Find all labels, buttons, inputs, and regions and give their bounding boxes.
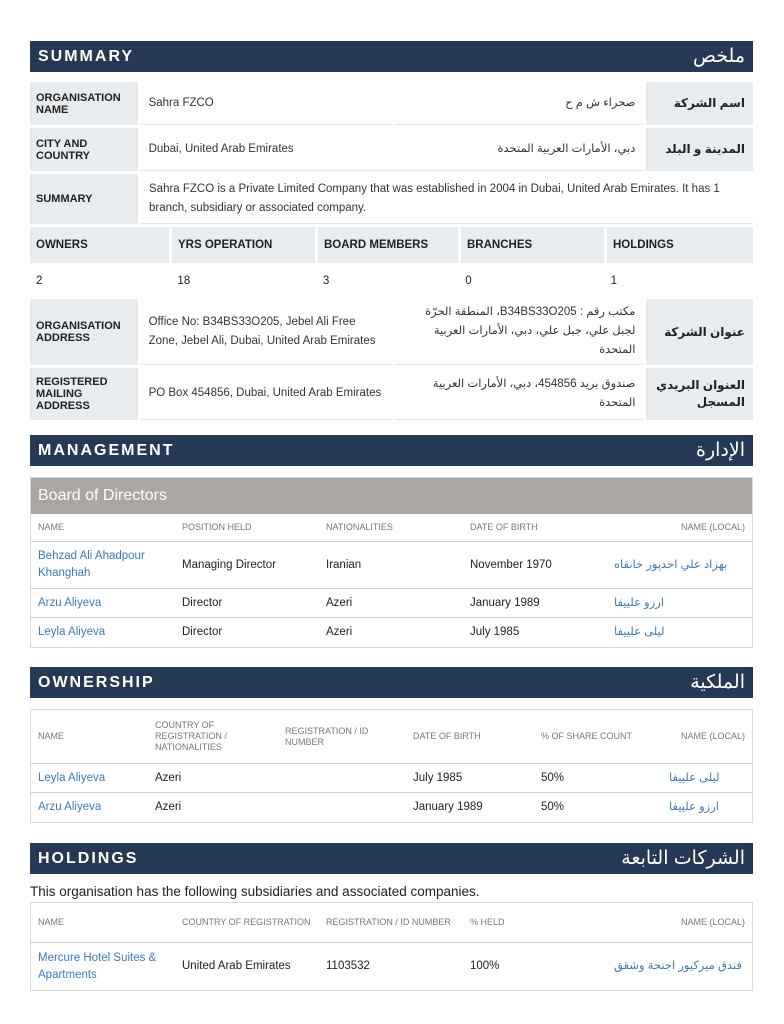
stats-value-row [30, 263, 753, 299]
col-registration: REGISTRATION / ID NUMBER [285, 726, 369, 747]
org-name-label: ORGANISATION NAME [30, 82, 138, 125]
col-name-local: NAME (LOCAL) [680, 917, 745, 927]
col-share: % OF SHARE COUNT [541, 731, 633, 741]
org-name-arabic-value: صحراء ش م ح [394, 82, 643, 125]
table-row [31, 618, 752, 647]
summary-text: Sahra FZCO is a Private Limited Company that was established in 2004 in Dubai, United Arab Emirates. It has 1 branch, subsidiary or associated company. [141, 174, 753, 224]
summary-title: SUMMARY [38, 47, 135, 65]
holdings-value: 1 [610, 275, 618, 287]
director-name-local[interactable]: ليلى علييفا [614, 626, 665, 638]
holdings-title: HOLDINGS [38, 849, 139, 867]
owner-share: 50% [541, 801, 565, 813]
holding-country: United Arab Emirates [182, 960, 291, 972]
holdings-header-row [31, 903, 752, 943]
city-arabic-value: دبي، الأمارات العربية المتحدة [394, 128, 643, 171]
address-arabic-value: مكتب رقم : B34BS33O205، المنطقة الحرّة لجبل علي، جبل علي، دبي، الأمارات العربية المتحدة [394, 299, 643, 365]
col-name-local: NAME (LOCAL) [680, 522, 745, 532]
col-nationalities: NATIONALITIES [326, 522, 393, 532]
owner-name-local[interactable]: ليلى علييفا [669, 771, 720, 784]
management-section-header [30, 435, 753, 466]
ownership-section-header [30, 667, 753, 698]
director-dob: November 1970 [470, 558, 552, 571]
summary-title-arabic: ملخص [692, 46, 745, 67]
owner-name[interactable]: Leyla Aliyeva [38, 771, 106, 784]
summary-label: SUMMARY [30, 174, 138, 224]
owner-share: 50% [541, 771, 565, 784]
owner-dob: January 1989 [413, 801, 483, 813]
table-row [31, 542, 752, 589]
director-position: Director [182, 626, 223, 638]
owner-country: Azeri [155, 801, 182, 813]
col-name: NAME [38, 522, 65, 532]
mailing-arabic-value: صندوق بريد 454856، دبي، الأمارات العربية المتحدة [394, 368, 643, 420]
owner-country: Azeri [155, 771, 182, 784]
holdings-table [30, 902, 753, 991]
table-row [31, 589, 752, 618]
owner-registration [278, 764, 406, 792]
col-name-local: NAME (LOCAL) [680, 731, 745, 741]
mailing-value: PO Box 454856, Dubai, United Arab Emirates [141, 368, 392, 420]
col-held: % HELD [470, 917, 505, 927]
summary-section-header [30, 41, 753, 72]
board-members-value: 3 [322, 275, 330, 287]
director-name-local[interactable]: بهزاد علي احدپور خانقاه [614, 558, 728, 571]
org-name-value: Sahra FZCO [141, 82, 392, 125]
table-row [31, 793, 752, 822]
board-members-header: BOARD MEMBERS [318, 227, 458, 263]
yrs-operation-header: YRS OPERATION [172, 227, 315, 263]
mailing-arabic-label: العنوان البريدي المسجل [646, 368, 753, 420]
director-nationality: Iranian [326, 558, 362, 571]
directors-header-row [31, 514, 752, 542]
holding-registration: 1103532 [326, 960, 370, 972]
branches-value: 0 [465, 275, 472, 287]
address-label: ORGANISATION ADDRESS [30, 299, 138, 365]
director-dob: January 1989 [470, 596, 540, 609]
holding-held: 100% [470, 960, 500, 972]
owners-value: 2 [36, 275, 43, 287]
col-dob: DATE OF BIRTH [413, 731, 481, 741]
col-country: COUNTRY OF REGISTRATION / NATIONALITIES [155, 720, 227, 752]
stats-header-row [30, 227, 753, 263]
org-name-row [30, 82, 753, 125]
col-position: POSITION HELD [182, 522, 252, 532]
summary-text-row [30, 174, 753, 224]
mailing-label: REGISTERED MAILING ADDRESS [30, 368, 138, 420]
holdings-note: This organisation has the following subsidiaries and associated companies. [30, 884, 480, 899]
col-registration: REGISTRATION / ID NUMBER [326, 917, 451, 927]
director-name-local[interactable]: ارزو علييفا [614, 596, 664, 609]
col-dob: DATE OF BIRTH [470, 522, 538, 532]
director-name[interactable]: Arzu Aliyeva [38, 596, 102, 609]
table-row [31, 943, 752, 990]
holdings-section-header [30, 843, 753, 874]
ownership-table [30, 709, 753, 823]
mailing-row [30, 368, 753, 420]
address-arabic-label: عنوان الشركة [646, 299, 753, 365]
col-name: NAME [38, 731, 65, 741]
city-value: Dubai, United Arab Emirates [141, 128, 392, 171]
management-title-arabic: الإدارة [696, 440, 745, 461]
owner-registration [278, 793, 406, 822]
owners-header: OWNERS [30, 227, 169, 263]
city-arabic-label: المدينة و البلد [646, 128, 753, 171]
director-name[interactable]: Leyla Aliyeva [38, 626, 106, 638]
city-label: CITY AND COUNTRY [30, 128, 138, 171]
director-position: Director [182, 596, 223, 609]
holdings-title-arabic: الشركات التابعة [621, 848, 745, 869]
board-of-directors-table [30, 477, 753, 648]
branches-header: BRANCHES [461, 227, 604, 263]
director-position: Managing Director [182, 558, 276, 571]
ownership-header-row [31, 710, 752, 764]
col-country: COUNTRY OF REGISTRATION [182, 917, 311, 927]
table-row [31, 764, 752, 793]
ownership-title-arabic: الملكية [690, 672, 745, 693]
org-name-arabic-label: اسم الشركة [646, 82, 753, 125]
address-value: Office No: B34BS33O205, Jebel Ali Free Zone, Jebel Ali, Dubai, United Arab Emirates [141, 299, 392, 365]
owner-name-local[interactable]: ارزو علييفا [669, 801, 719, 813]
holdings-header: HOLDINGS [607, 227, 753, 263]
holding-name[interactable]: Mercure Hotel Suites & Apartments [38, 951, 157, 981]
ownership-title: OWNERSHIP [38, 673, 155, 691]
director-dob: July 1985 [470, 626, 520, 638]
col-name: NAME [38, 917, 65, 927]
board-of-directors-title: Board of Directors [31, 478, 752, 514]
management-title: MANAGEMENT [38, 441, 175, 459]
owner-dob: July 1985 [413, 771, 463, 784]
city-row [30, 128, 753, 171]
address-row [30, 299, 753, 365]
owner-name[interactable]: Arzu Aliyeva [38, 801, 102, 813]
yrs-operation-value: 18 [177, 275, 191, 287]
director-nationality: Azeri [326, 626, 353, 638]
report-page [30, 41, 753, 991]
director-name[interactable]: Behzad Ali Ahadpour Khanghah [38, 550, 145, 579]
holding-name-local[interactable]: فندق ميركيور اجنحة وشقق [614, 960, 742, 972]
director-nationality: Azeri [326, 596, 353, 609]
